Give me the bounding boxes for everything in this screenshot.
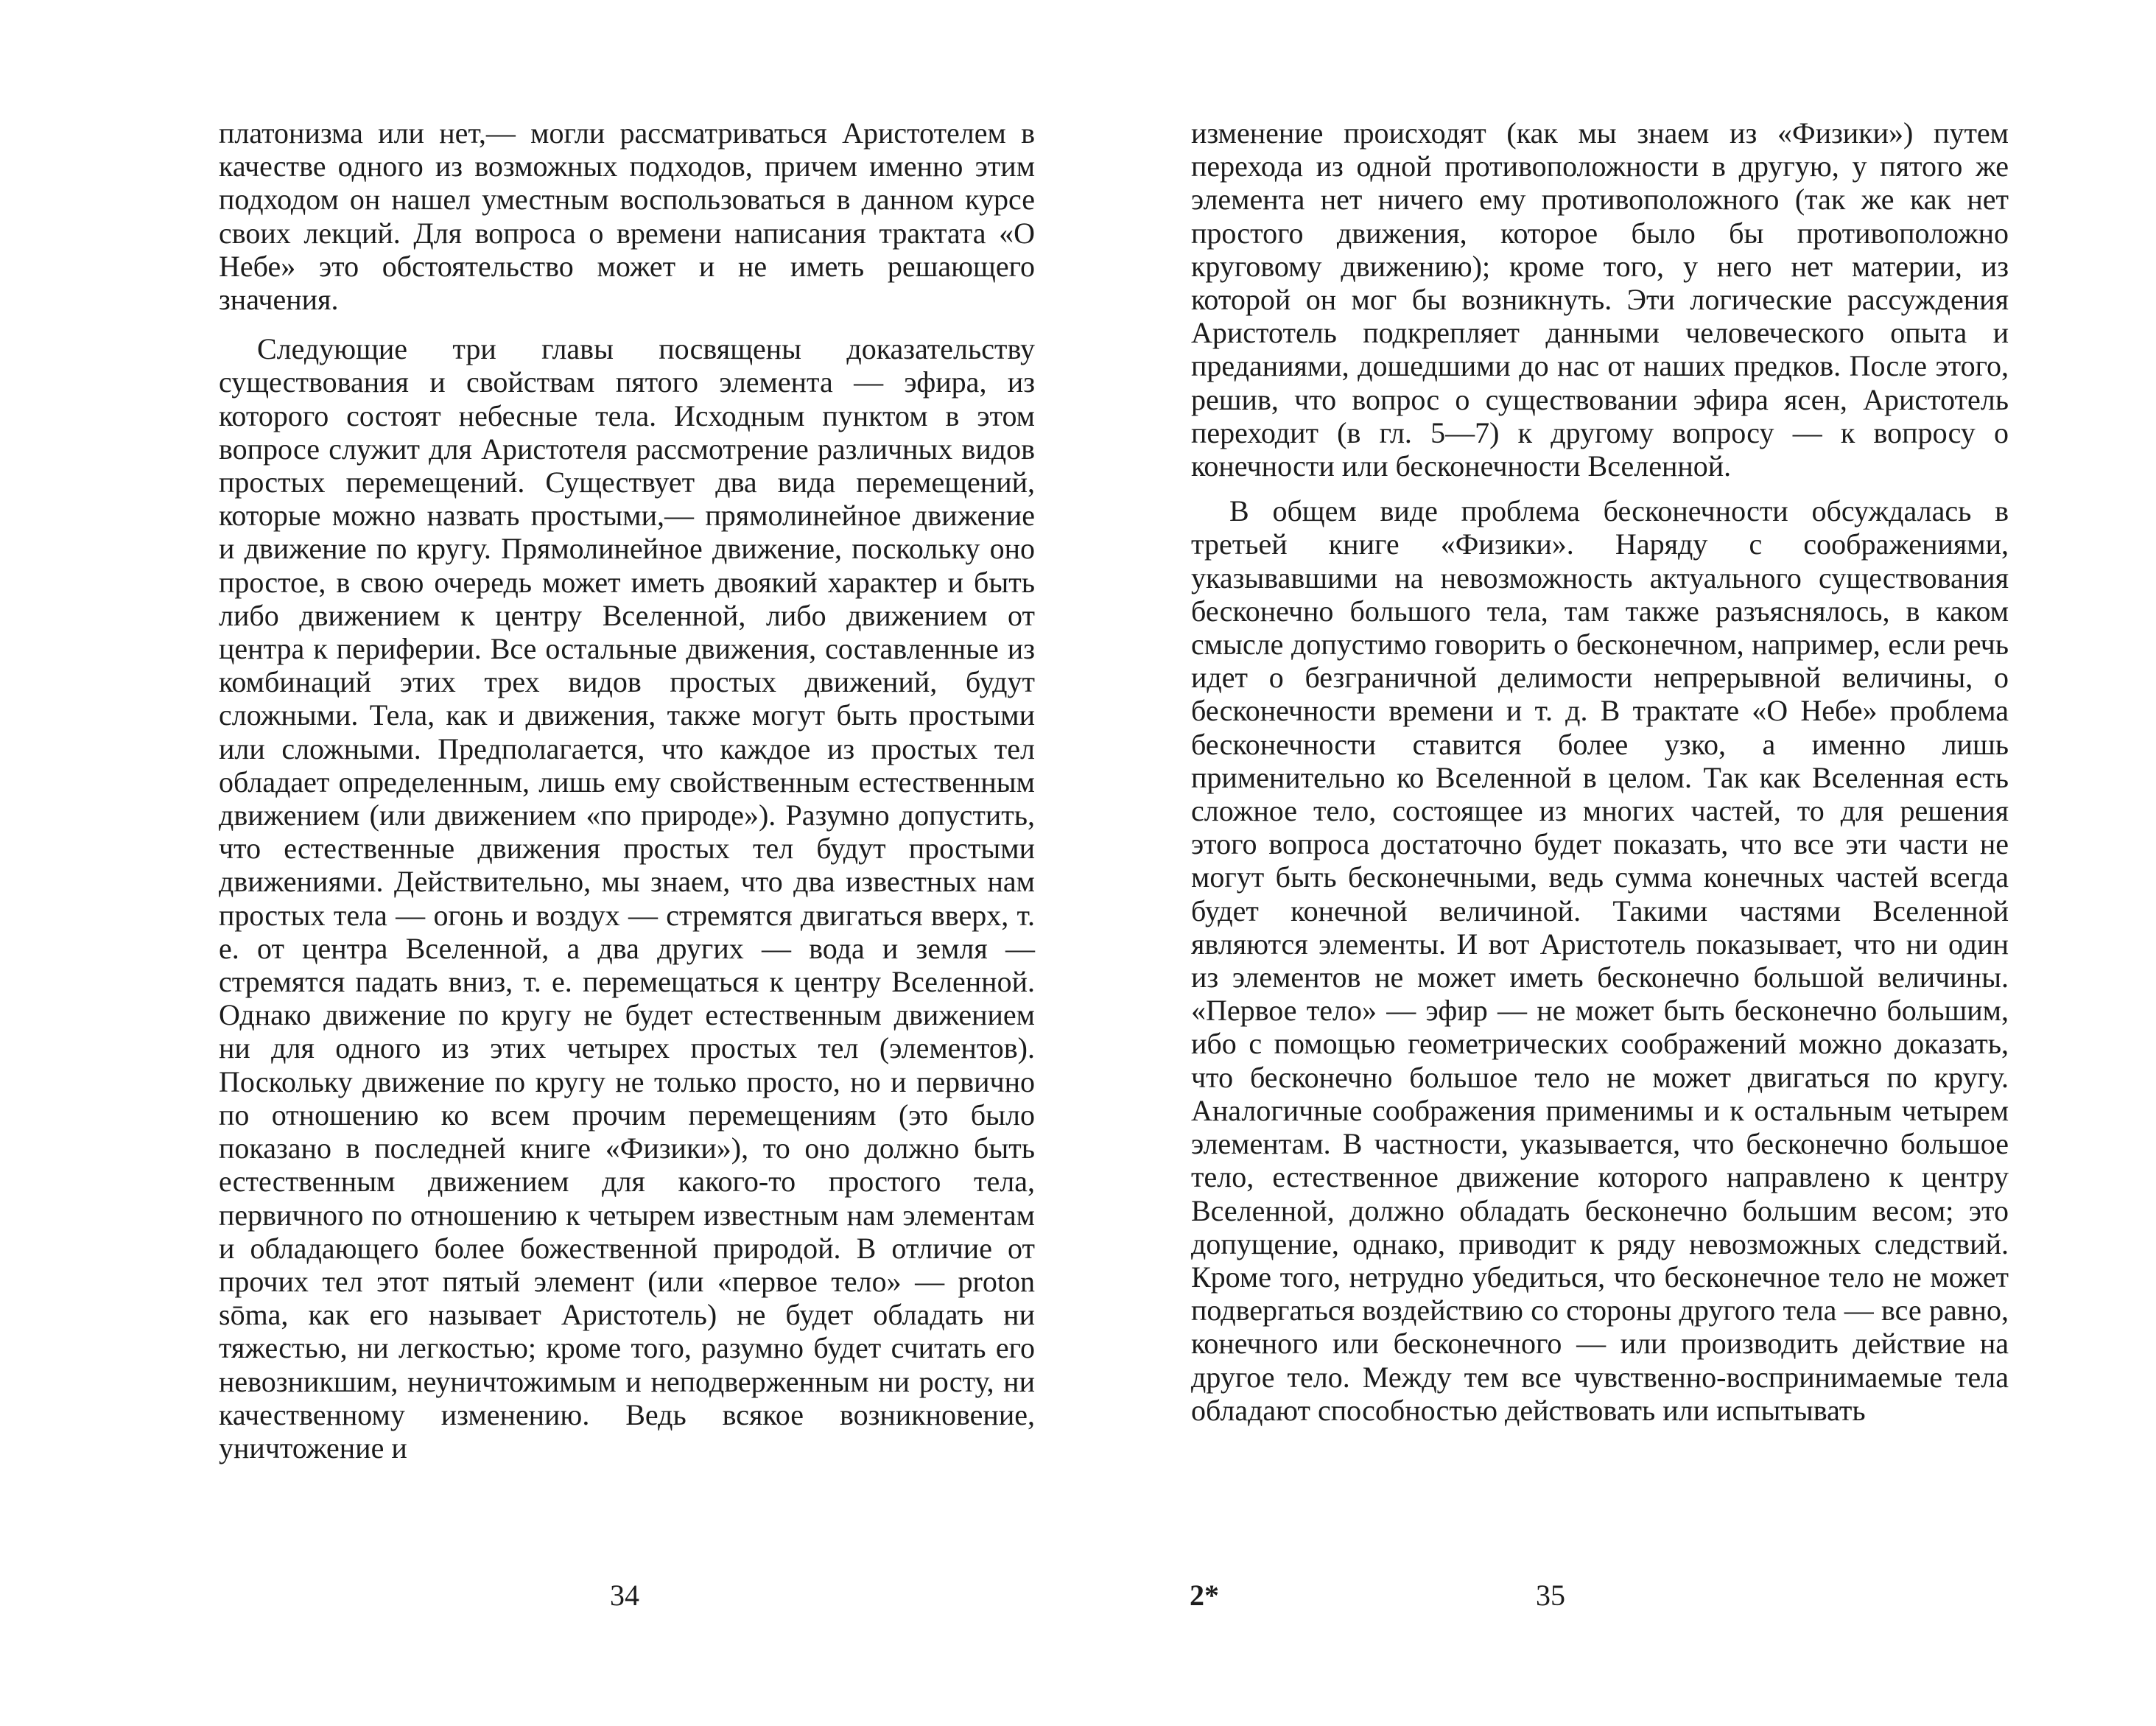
signature-mark: 2*: [1190, 1579, 1219, 1612]
right-page-number: 35: [1536, 1579, 1565, 1612]
right-paragraph-1: изменение происходят (как мы знаем из «Физики») путем перехода из одной противоположности в другую, у пятого же элемента нет ничего ему противоположного (так же как нет простого движения, которое было бы противоположно круговому движению); кроме того, у него нет материи, из которой он мог бы возникнуть. Эти логические рассуждения Аристотель подкрепляет данными человеческого опыта и преданиями, дошедшими до нас от наших предков. После этого, решив, что вопрос о существовании эфира ясен, Аристотель переходит (в гл. 5—7) к другому вопросу — к вопросу о конечности или бесконечности Вселенной.: [1191, 116, 2009, 483]
right-page: [1191, 116, 2009, 1427]
left-paragraph-1: платонизма или нет,— могли рассматриваться Аристотелем в качестве одного из возможных подходов, причем именно этим подходом он нашел уместным воспользоваться в данном курсе своих лекций. Для вопроса о времени написания трактата «О Небе» это обстоятельство может и не иметь решающего значения.: [219, 116, 1035, 317]
left-page: [219, 116, 1035, 1464]
left-paragraph-2: Следующие три главы посвящены доказательству существования и свойствам пятого элемента — эфира, из которого состоят небесные тела. Исходным пунктом в этом вопросе служит для Аристотеля рассмотрение различных видов простых перемещений. Существует два вида перемещений, которые можно назвать простыми,— прямолинейное движение и движение по кругу. Прямолинейное движение, поскольку оно простое, в свою очередь может иметь двоякий характер и быть либо движением к центру Вселенной, либо движением от центра к периферии. Все остальные движения, составленные из комбинаций этих трех видов простых движений, будут сложными. Тела, как и движения, также могут быть простыми или сложными. Предполагается, что каждое из простых тел обладает определенным, лишь ему свойственным естественным движением (или движением «по природе»). Разумно допустить, что естественные движения простых тел будут простыми движениями. Действительно, мы знаем, что два известных нам простых тела — огонь и воздух — стремятся двигаться вверх, т. е. от центра Вселенной, а два других — вода и земля — стремятся падать вниз, т. е. перемещаться к центру Вселенной. Однако движение по кругу не будет естественным движением ни для одного из этих четырех простых тел (элементов). Поскольку движение по кругу не только просто, но и первично по отношению ко всем прочим перемещениям (это было показано в последней книге «Физики»), то оно должно быть естественным движением для какого-то простого тела, первичного по отношению к четырем известным нам элементам и обладающего более божественной природой. В отличие от прочих тел этот пятый элемент (или «первое тело» — proton sōma, как его называет Аристотель) не будет обладать ни тяжестью, ни легкостью; кроме того, разумно будет считать его невозникшим, неуничтожимым и неподверженным ни росту, ни качественному изменению. Ведь всякое возникновение, уничтожение и: [219, 332, 1035, 1464]
left-page-number: 34: [610, 1579, 639, 1612]
right-paragraph-2: В общем виде проблема бесконечности обсуждалась в третьей книге «Физики». Наряду с соображениями, указывавшими на невозможность актуального существования бесконечно большого тела, там также разъяснялось, в каком смысле допустимо говорить о бесконечном, например, если речь идет о безграничной делимости непрерывной величины, о бесконечности времени и т. д. В трактате «О Небе» проблема бесконечности ставится более узко, а именно лишь применительно ко Вселенной в целом. Так как Вселенная есть сложное тело, состоящее из многих частей, то для решения этого вопроса достаточно будет показать, что все эти части не могут быть бесконечными, ведь сумма конечных частей всегда будет конечной величиной. Такими частями Вселенной являются элементы. И вот Аристотель показывает, что ни один из элементов не может иметь бесконечно большой величины. «Первое тело» — эфир — не может быть бесконечно большим, ибо с помощью геометрических соображений можно доказать, что бесконечно большое тело не может двигаться по кругу. Аналогичные соображения применимы и к остальным четырем элементам. В частности, указывается, что бесконечно большое тело, естественное движение которого направлено к центру Вселенной, должно обладать бесконечно большим весом; это допущение, однако, приводит к ряду невозможных следствий. Кроме того, нетрудно убедиться, что бесконечное тело не может подвергаться воздействию со стороны другого тела — все равно, конечного или бесконечного — или производить действие на другое тело. Между тем все чувственно-воспринимаемые тела обладают способностью действовать или испытывать: [1191, 494, 2009, 1427]
